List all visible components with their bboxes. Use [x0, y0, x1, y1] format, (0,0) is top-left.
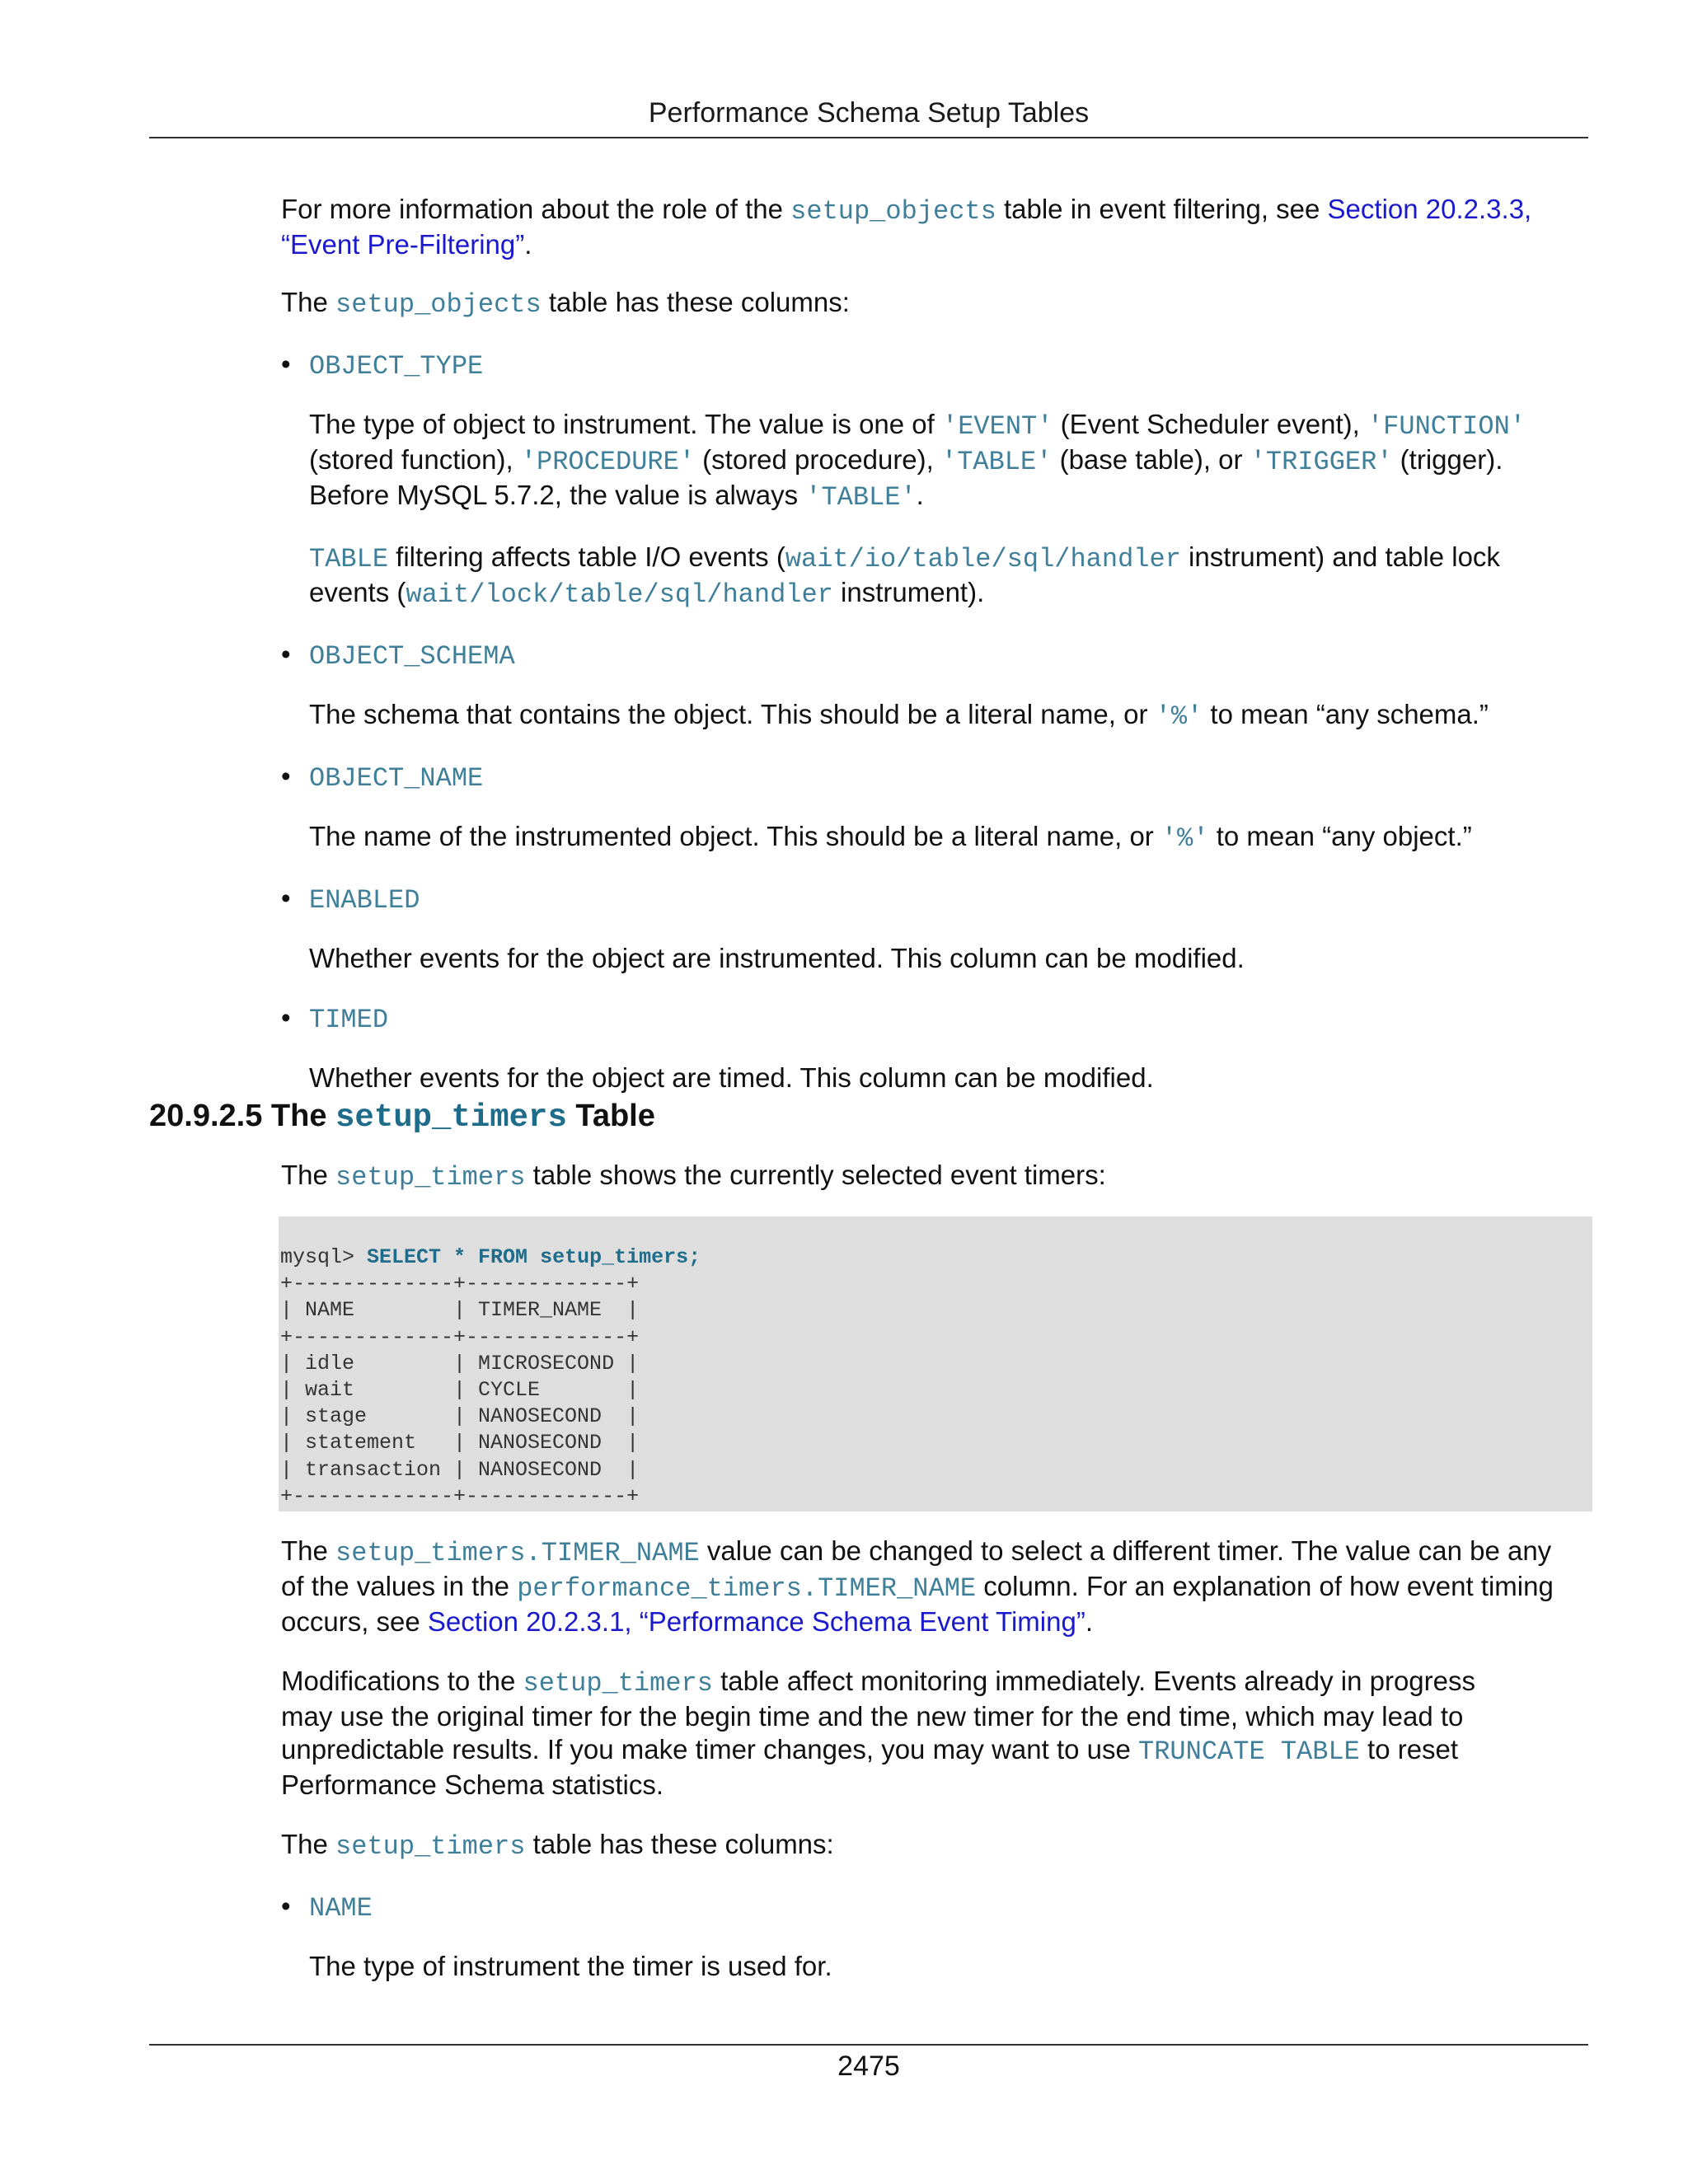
column-desc-name: The type of instrument the timer is used for.	[309, 1951, 832, 1981]
column-name: ENABLED	[309, 885, 420, 916]
event-timing-link[interactable]: Section 20.2.3.1, “Performance Schema Event Timing”	[427, 1606, 1085, 1637]
column-name: TIMED	[309, 1005, 389, 1035]
running-header: Performance Schema Setup Tables	[648, 97, 1090, 129]
code-command: SELECT * FROM setup_timers;	[367, 1245, 701, 1269]
code-example	[279, 1216, 1592, 1511]
column-name: OBJECT_TYPE	[309, 351, 484, 382]
event-prefiltering-link[interactable]: Section 20.2.3.3, “Event Pre-Filtering”	[281, 194, 1532, 260]
timers-intro: The setup_timers table shows the currently selected event timers:	[281, 1160, 1106, 1193]
column-item-object-name	[281, 760, 1592, 795]
section-heading: 20.9.2.5 The setup_timers Table	[149, 1099, 655, 1136]
bullet-icon: •	[281, 1002, 291, 1033]
bullet-icon: •	[281, 1891, 291, 1921]
timer-name-paragraph: The setup_timers.TIMER_NAME value can be changed to select a different timer. The value can be any of the values in the performance_timers.TIMER_NAME column. For an explanation of how event timing occurs, see Section 20.2.3.1, “Performance Schema Event Timing”.	[281, 1535, 1554, 1637]
columns-intro: The setup_objects table has these columns:	[281, 287, 850, 320]
bullet-icon: •	[281, 883, 291, 913]
setup-timers-code: setup_timers	[335, 1162, 526, 1193]
column-desc-object-schema: The schema that contains the object. This should be a literal name, or '%' to mean “any schema.”	[309, 699, 1489, 732]
column-item-timed	[281, 1001, 1592, 1037]
setup-timers-code: setup_timers	[335, 1099, 567, 1136]
column-name: NAME	[309, 1893, 373, 1924]
column-desc-object-type: The type of object to instrument. The value is one of 'EVENT' (Event Scheduler event), 'FUNCTION' (stored function), 'PROCEDURE' (stored procedure), 'TABLE' (base table), or 'TRIGGER' (trigger). Before MySQL 5.7.2, the value is always 'TABLE'. TABLE filtering affects table I/O events (wait/io/table/sql/handler instrument) and table lock events (wait/lock/table/sql/handler instrument).	[309, 409, 1526, 610]
column-desc-object-name: The name of the instrumented object. This should be a literal name, or '%' to mean “any object.”	[309, 821, 1472, 854]
code-output: +-------------+-------------+ | NAME | TIMER_NAME | +-------------+-------------+ | idle | MICROSECOND | | wait | CYCLE | | stage | NANOSECOND | | statement | NANOSECOND | | transaction | NANOSECOND | +-------------+-------------+	[280, 1272, 640, 1508]
column-name: OBJECT_SCHEMA	[309, 641, 515, 672]
intro-paragraph: For more information about the role of the setup_objects table in event filtering, see Section 20.2.3.3, “Event Pre-Filtering”.	[281, 194, 1532, 260]
content-setup-objects	[281, 193, 1592, 1094]
setup-objects-code: setup_objects	[790, 196, 996, 227]
column-desc-enabled: Whether events for the object are instrumented. This column can be modified.	[309, 943, 1245, 973]
timers-columns-intro: The setup_timers table has these columns:	[281, 1829, 834, 1862]
column-item-name	[281, 1890, 1592, 1925]
bullet-icon: •	[281, 639, 291, 669]
setup-objects-code: setup_objects	[335, 289, 542, 320]
modifications-paragraph: Modifications to the setup_timers table affect monitoring immediately. Events already in progress may use the original timer for the begin time and the new timer for the end time, which may lead to unpredictable results. If you make timer changes, you may want to use TRUNCATE TABLE to reset Performance Schema statistics.	[281, 1666, 1476, 1800]
column-item-enabled	[281, 882, 1592, 917]
column-desc-timed: Whether events for the object are timed. This column can be modified.	[309, 1062, 1154, 1093]
content-setup-timers	[281, 1535, 1592, 1983]
bullet-icon: •	[281, 349, 291, 379]
page-number: 2475	[837, 2050, 900, 2082]
column-name: OBJECT_NAME	[309, 763, 484, 794]
column-item-object-type	[281, 348, 1592, 383]
code-prompt: mysql>	[280, 1245, 368, 1269]
footer-rule	[149, 2044, 1588, 2046]
bullet-icon: •	[281, 761, 291, 791]
column-item-object-schema	[281, 638, 1592, 673]
header-rule	[149, 137, 1588, 138]
